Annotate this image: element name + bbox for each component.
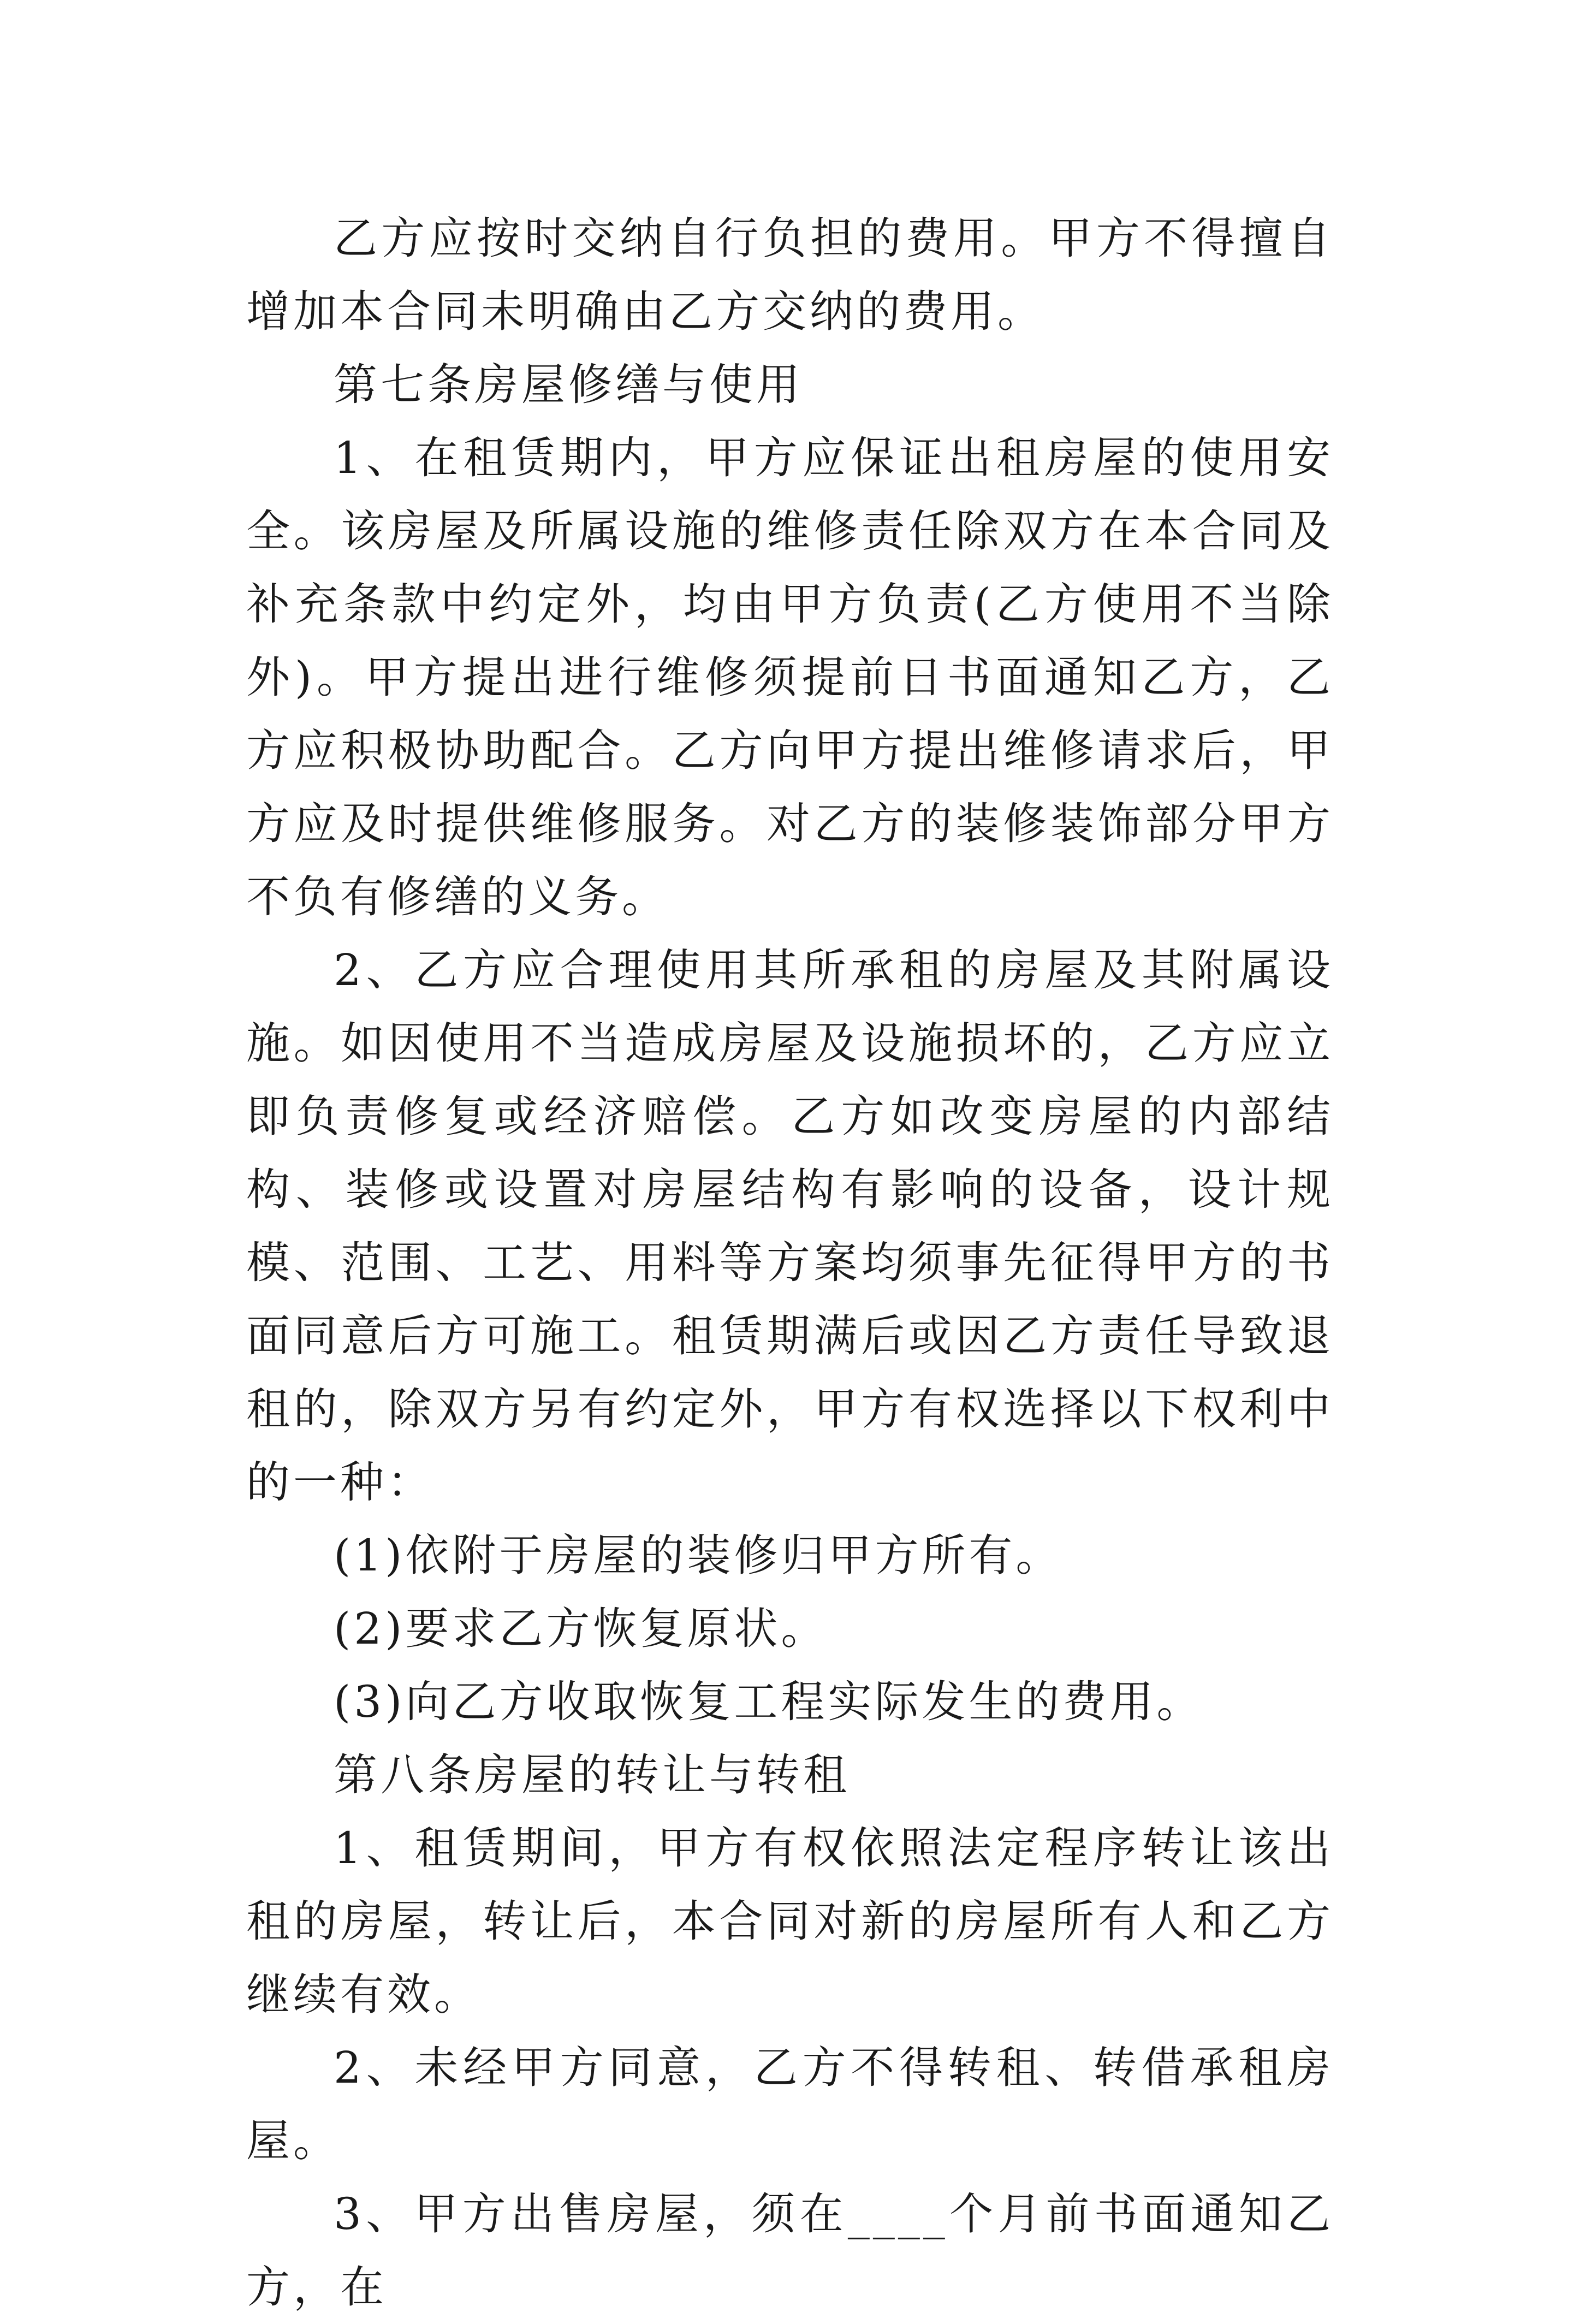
article-8-clause-3: 3、甲方出售房屋，须在____个月前书面通知乙方，在 [246, 2189, 1334, 2313]
article-8-heading: 第八条房屋的转让与转租 [334, 1750, 850, 1800]
document-body [246, 202, 1334, 2324]
article-7-option-2: (2)要求乙方恢复原状。 [334, 1603, 828, 1654]
article-8-clause-1: 1、租赁期间，甲方有权依照法定程序转让该出租的房屋，转让后，本合同对新的房屋所有人和乙方继续有效。 [246, 1823, 1334, 2020]
article-7-option-3: (3)向乙方收取恢复工程实际发生的费用。 [334, 1676, 1204, 1727]
article-7-heading: 第七条房屋修缮与使用 [334, 359, 803, 410]
paragraph-fee-obligation: 乙方应按时交纳自行负担的费用。甲方不得擅自增加本合同未明确由乙方交纳的费用。 [246, 213, 1334, 337]
article-7-option-1: (1)依附于房屋的装修归甲方所有。 [334, 1530, 1063, 1581]
article-7-clause-2: 2、乙方应合理使用其所承租的房屋及其附属设施。如因使用不当造成房屋及设施损坏的，乙方应立即负责修复或经济赔偿。乙方如改变房屋的内部结构、装修或设置对房屋结构有影响的设备，设计规模、范围、工艺、用料等方案均须事先征得甲方的书面同意后方可施工。租赁期满后或因乙方责任导致退租的，除双方另有约定外，甲方有权选择以下权利中的一种： [246, 945, 1334, 1508]
article-7-clause-1: 1、在租赁期内，甲方应保证出租房屋的使用安全。该房屋及所属设施的维修责任除双方在本合同及补充条款中约定外，均由甲方负责(乙方使用不当除外)。甲方提出进行维修须提前日书面通知乙方，乙方应积极协助配合。乙方向甲方提出维修请求后，甲方应及时提供维修服务。对乙方的装修装饰部分甲方不负有修缮的义务。 [246, 432, 1334, 922]
article-8-clause-2: 2、未经甲方同意，乙方不得转租、转借承租房屋。 [246, 2042, 1334, 2166]
